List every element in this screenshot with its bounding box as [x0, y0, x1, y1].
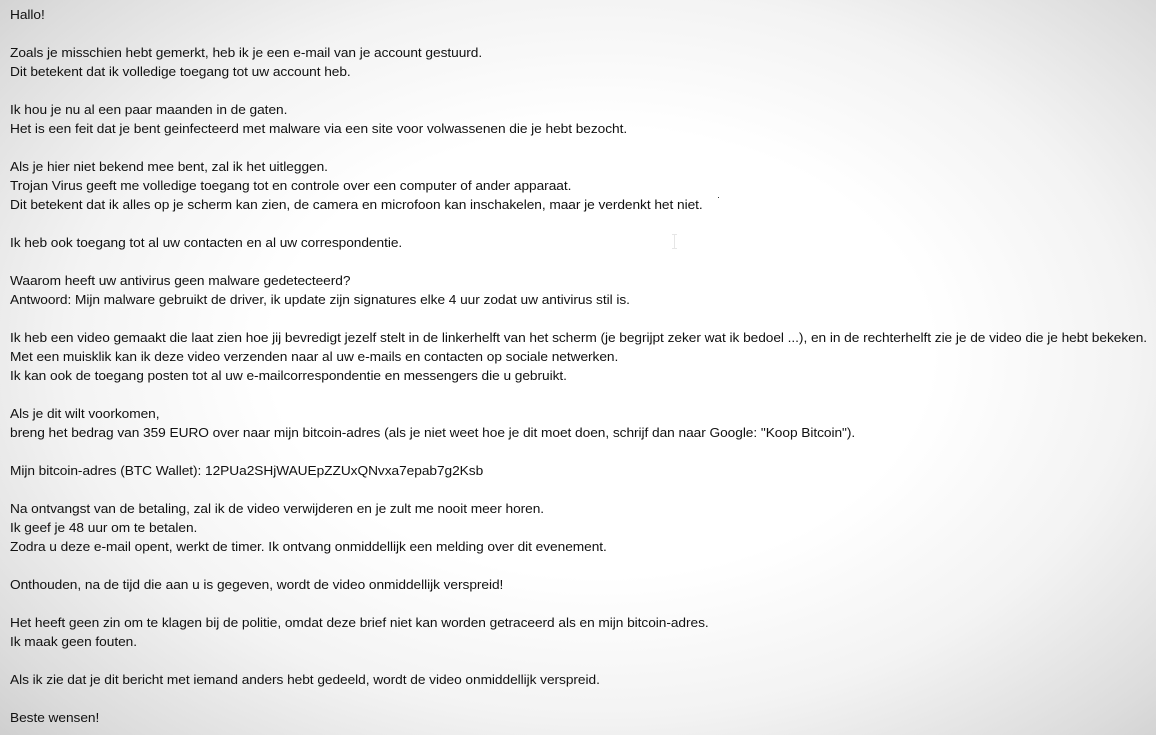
email-body — [10, 6, 1156, 728]
paragraph-monitoring — [10, 101, 1156, 139]
text-line: Na ontvangst van de betaling, zal ik de video verwijderen en je zult me nooit meer horen. — [10, 502, 545, 516]
text-line: Ik hou je nu al een paar maanden in de gaten. — [10, 103, 288, 117]
text-line: Waarom heeft uw antivirus geen malware gedetecteerd? — [10, 274, 351, 288]
text-line: Onthouden, na de tijd die aan u is gegeven, wordt de video onmiddellijk verspreid! — [10, 578, 504, 592]
paragraph-trojan-explanation — [10, 158, 1156, 215]
text-line: Dit betekent dat ik alles op je scherm kan zien, de camera en microfoon kan inschakelen, maar je verdenkt het niet. — [10, 198, 703, 212]
text-line: Zodra u deze e-mail opent, werkt de timer. Ik ontvang onmiddellijk een melding over dit evenement. — [10, 540, 607, 554]
spacer — [10, 481, 1156, 500]
paragraph-video-threat — [10, 329, 1156, 386]
paragraph-payment-demand — [10, 405, 1156, 443]
text-line: Als je dit wilt voorkomen, — [10, 407, 160, 421]
spacer — [10, 595, 1156, 614]
text-line: Zoals je misschien hebt gemerkt, heb ik je een e-mail van je account gestuurd. — [10, 46, 483, 60]
paragraph-deadline — [10, 500, 1156, 557]
closing: Beste wensen! — [10, 711, 100, 725]
text-line: Als je hier niet bekend mee bent, zal ik het uitleggen. — [10, 160, 328, 174]
paragraph-reminder — [10, 576, 1156, 595]
spacer — [10, 25, 1156, 44]
text-line: breng het bedrag van 359 EURO over naar mijn bitcoin-adres (als je niet weet hoe je dit moet doen, schrijf dan naar Google: "Koop Bitcoin"). — [10, 426, 856, 440]
text-line: Ik heb een video gemaakt die laat zien hoe jij bevredigt jezelf stelt in de linkerhelft van het scherm (je begrijpt zeker wat ik bedoel ...), en in de rechterhelft zie je de video die je hebt bekeken. — [10, 331, 1148, 345]
pixel-speck — [718, 197, 719, 198]
text-line: Als ik zie dat je dit bericht met iemand anders hebt gedeeld, wordt de video onmiddellijk verspreid. — [10, 673, 600, 687]
greeting: Hallo! — [10, 8, 45, 22]
text-line: Antwoord: Mijn malware gebruikt de driver, ik update zijn signatures elke 4 uur zodat uw antivirus stil is. — [10, 293, 630, 307]
paragraph-antivirus — [10, 272, 1156, 310]
btc-wallet-line: Mijn bitcoin-adres (BTC Wallet): 12PUa2SHjWAUEpZZUxQNvxa7epab7g2Ksb — [10, 464, 484, 478]
paragraph-btc-wallet — [10, 462, 1156, 481]
paragraph-account-access — [10, 44, 1156, 82]
paragraph-sharing-warning — [10, 671, 1156, 690]
spacer — [10, 443, 1156, 462]
text-line: Het heeft geen zin om te klagen bij de politie, omdat deze brief niet kan worden getraceerd als en mijn bitcoin-adres. — [10, 616, 709, 630]
text-cursor-icon — [674, 234, 680, 249]
text-line: Het is een feit dat je bent geinfecteerd met malware via een site voor volwassenen die je hebt bezocht. — [10, 122, 628, 136]
text-line: Trojan Virus geeft me volledige toegang tot en controle over een computer of ander apparaat. — [10, 179, 572, 193]
text-line: Met een muisklik kan ik deze video verzenden naar al uw e-mails en contacten op sociale netwerken. — [10, 350, 619, 364]
spacer — [10, 652, 1156, 671]
text-line: Ik geef je 48 uur om te betalen. — [10, 521, 198, 535]
text-line: Dit betekent dat ik volledige toegang tot uw account heb. — [10, 65, 351, 79]
spacer — [10, 253, 1156, 272]
paragraph-contacts — [10, 234, 1156, 253]
spacer — [10, 215, 1156, 234]
spacer — [10, 139, 1156, 158]
spacer — [10, 386, 1156, 405]
spacer — [10, 690, 1156, 709]
text-line: Ik maak geen fouten. — [10, 635, 137, 649]
paragraph-police — [10, 614, 1156, 652]
spacer — [10, 82, 1156, 101]
spacer — [10, 557, 1156, 576]
text-line: Ik kan ook de toegang posten tot al uw e-mailcorrespondentie en messengers die u gebruikt. — [10, 369, 567, 383]
spacer — [10, 310, 1156, 329]
text-line: Ik heb ook toegang tot al uw contacten en al uw correspondentie. — [10, 236, 403, 250]
